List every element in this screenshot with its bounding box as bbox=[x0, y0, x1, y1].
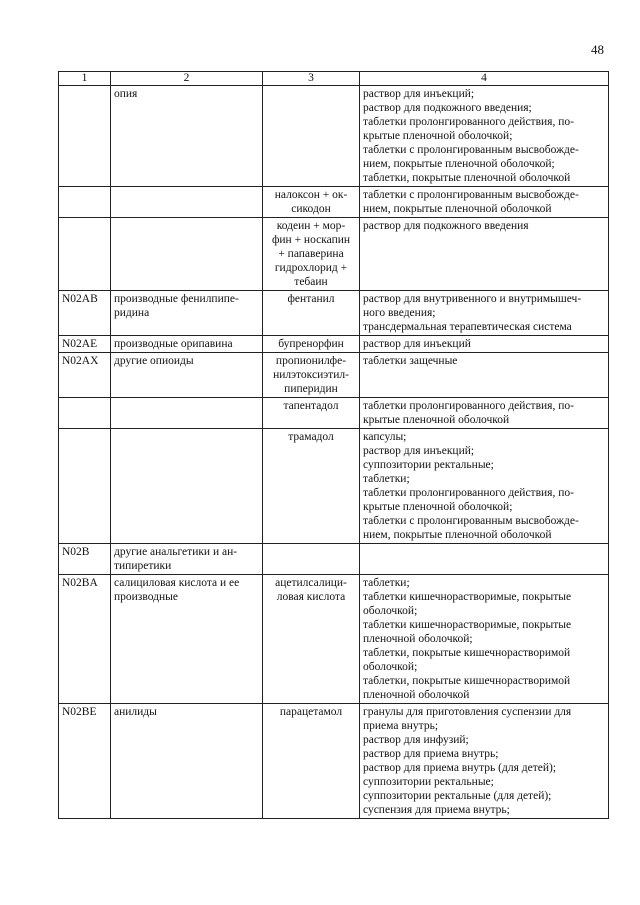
dosage-forms-text: таблетки с пролонгированным высвобожде- нием, покрытые пленочной оболочкой bbox=[363, 189, 579, 215]
dosage-forms-cell bbox=[360, 218, 609, 291]
group-name-cell bbox=[111, 86, 263, 187]
atc-code-cell bbox=[59, 218, 111, 291]
drug-name-text: кодеин + мор- фин + носкапин + папаверина гидрохлорид + тебаин bbox=[271, 220, 351, 288]
column-number-1: 1 bbox=[59, 72, 111, 86]
drug-name-cell bbox=[263, 429, 360, 544]
drug-name-cell bbox=[263, 398, 360, 429]
drug-table bbox=[58, 71, 609, 819]
drug-name-text: трамадол bbox=[288, 431, 334, 443]
drug-name-cell bbox=[263, 291, 360, 336]
dosage-forms-text: таблетки; таблетки кишечнорастворимые, покрытые оболочкой; таблетки кишечнорастворимые, покрытые пленочной оболочкой; таблетки, покрытые кишечнорастворимой оболочкой; таблетки, покрытые кишечнорастворимой пленочной оболочкой bbox=[363, 577, 572, 701]
table-row bbox=[59, 429, 609, 544]
dosage-forms-text: раствор для внутривенного и внутримышеч- ного введения; трансдермальная терапевтическая система bbox=[363, 293, 582, 333]
atc-code-cell bbox=[59, 429, 111, 544]
drug-name-cell bbox=[263, 544, 360, 575]
atc-code-cell bbox=[59, 575, 111, 704]
dosage-forms-text: гранулы для приготовления суспензии для приема внутрь; раствор для инфузий; раствор для приема внутрь; раствор для приема внутрь (для детей); суппозитории ректальные; суппозитории ректальные (для детей); суспензия для приема внутрь; bbox=[363, 706, 572, 816]
table-row bbox=[59, 575, 609, 704]
group-name-cell bbox=[111, 336, 263, 353]
dosage-forms-cell bbox=[360, 353, 609, 398]
table-row bbox=[59, 398, 609, 429]
drug-name-cell bbox=[263, 86, 360, 187]
dosage-forms-cell bbox=[360, 575, 609, 704]
drug-name-cell bbox=[263, 336, 360, 353]
dosage-forms-cell bbox=[360, 429, 609, 544]
drug-name-text: пропионилфе- нилэтоксиэтил- пиперидин bbox=[273, 355, 349, 395]
atc-code-cell bbox=[59, 398, 111, 429]
atc-code-text: N02B bbox=[62, 546, 90, 558]
group-name-cell bbox=[111, 291, 263, 336]
atc-code-text: N02AE bbox=[62, 338, 98, 350]
group-name-text: производные орипавина bbox=[114, 338, 233, 350]
atc-code-cell bbox=[59, 86, 111, 187]
group-name-text: другие опиоиды bbox=[114, 355, 194, 367]
dosage-forms-text: таблетки защечные bbox=[363, 355, 458, 367]
table-row bbox=[59, 544, 609, 575]
atc-code-text: N02BA bbox=[62, 577, 98, 589]
atc-code-cell bbox=[59, 291, 111, 336]
table-row bbox=[59, 336, 609, 353]
table-row bbox=[59, 704, 609, 819]
group-name-text: другие анальгетики и ан- типиретики bbox=[114, 546, 238, 572]
column-number-row bbox=[59, 72, 609, 86]
table-row bbox=[59, 187, 609, 218]
dosage-forms-text: таблетки пролонгированного действия, по- крытые пленочной оболочкой bbox=[363, 400, 574, 426]
atc-code-cell bbox=[59, 704, 111, 819]
column-number-2: 2 bbox=[111, 72, 263, 86]
dosage-forms-cell bbox=[360, 86, 609, 187]
drug-name-cell bbox=[263, 187, 360, 218]
drug-name-text: ацетилсалици- ловая кислота bbox=[275, 577, 347, 603]
drug-name-cell bbox=[263, 704, 360, 819]
group-name-cell bbox=[111, 398, 263, 429]
atc-code-cell bbox=[59, 336, 111, 353]
atc-code-cell bbox=[59, 353, 111, 398]
group-name-cell bbox=[111, 187, 263, 218]
column-number-3: 3 bbox=[263, 72, 360, 86]
group-name-cell bbox=[111, 353, 263, 398]
group-name-text: производные фенилпипе- ридина bbox=[114, 293, 239, 319]
drug-name-text: парацетамол bbox=[279, 706, 343, 718]
dosage-forms-text: раствор для инъекций bbox=[363, 338, 471, 350]
atc-code-text: N02BE bbox=[62, 706, 97, 718]
group-name-text: анилиды bbox=[114, 706, 157, 718]
dosage-forms-cell bbox=[360, 336, 609, 353]
group-name-cell bbox=[111, 218, 263, 291]
dosage-forms-cell bbox=[360, 544, 609, 575]
column-number-4: 4 bbox=[360, 72, 609, 86]
dosage-forms-text: капсулы; раствор для инъекций; суппозитории ректальные; таблетки; таблетки пролонгированного действия, по- крытые пленочной оболочкой; таблетки с пролонгированным высвобожде- нием, покрытые пленочной оболочкой bbox=[363, 431, 579, 541]
drug-name-text: налоксон + ок- сикодон bbox=[274, 189, 348, 215]
drug-name-text: тапентадол bbox=[283, 400, 339, 412]
dosage-forms-text: раствор для подкожного введения bbox=[363, 220, 529, 232]
dosage-forms-cell bbox=[360, 398, 609, 429]
atc-code-cell bbox=[59, 187, 111, 218]
dosage-forms-cell bbox=[360, 187, 609, 218]
dosage-forms-cell bbox=[360, 291, 609, 336]
drug-name-text: фентанил bbox=[287, 293, 335, 305]
table-body bbox=[59, 86, 609, 819]
table-row bbox=[59, 218, 609, 291]
dosage-forms-cell bbox=[360, 704, 609, 819]
group-name-text: опия bbox=[114, 88, 138, 100]
table-row bbox=[59, 353, 609, 398]
drug-name-cell bbox=[263, 353, 360, 398]
drug-name-text: бупренорфин bbox=[278, 338, 344, 350]
group-name-cell bbox=[111, 575, 263, 704]
drug-name-cell bbox=[263, 575, 360, 704]
group-name-cell bbox=[111, 544, 263, 575]
table-row bbox=[59, 291, 609, 336]
atc-code-text: N02AB bbox=[62, 293, 98, 305]
table-row bbox=[59, 86, 609, 187]
atc-code-cell bbox=[59, 544, 111, 575]
group-name-cell bbox=[111, 704, 263, 819]
dosage-forms-text: раствор для инъекций; раствор для подкожного введения; таблетки пролонгированного действия, по- крытые пленочной оболочкой; таблетки с пролонгированным высвобожде- нием, покрытые пленочной оболочкой; таблетки, покрытые пленочной оболочкой bbox=[363, 88, 579, 184]
group-name-text: салициловая кислота и ее производные bbox=[114, 577, 240, 603]
atc-code-text: N02AX bbox=[62, 355, 99, 367]
group-name-cell bbox=[111, 429, 263, 544]
drug-name-cell bbox=[263, 218, 360, 291]
page-number: 48 bbox=[591, 42, 604, 57]
